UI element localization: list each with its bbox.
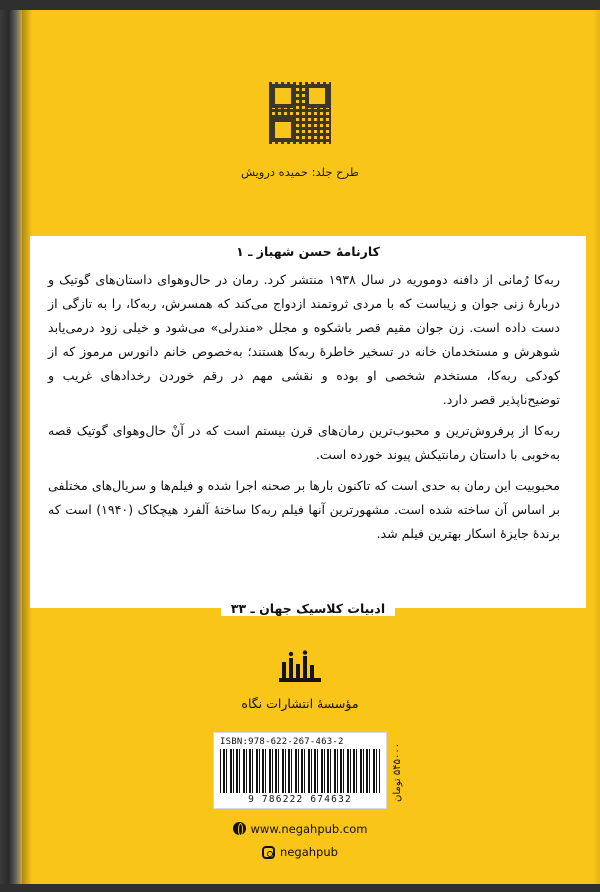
series-label-row (30, 241, 586, 260)
series-label: کارنامهٔ حسن شهباز ـ ۱ (226, 244, 390, 259)
publisher-name: مؤسسهٔ انتشارات نگاه (241, 696, 359, 711)
qr-code-area (0, 82, 600, 148)
negah-logo-icon (273, 650, 327, 690)
book-spine-edge (0, 0, 22, 892)
blurb-paragraph: ربه‌کا رُمانی از دافنه دوموریه در سال ۱۹۳۸ منتشر کرد. رمان در حال‌وهوای داستان‌های گوتیک و دربارهٔ زنی جوان و زیباست که با مردی ثروتمند ازدواج می‌کند که همسرش، ربه‌کا، را به تازگی از دست داده است. زن جوان مقیم قصر باشکوه و مجلل «مندرلی» می‌شود و خیلی زود درمی‌یابد شوهرش و مستخدمان خانه در تسخیر خاطرهٔ ربه‌کا هستند؛ به‌خصوص خانم دانورس مرموز که از کودکی ربه‌کا، مستخدم شخصی او بوده و نقشی مهم در رقم خوردن رخدادهای غریب و توضیح‌ناپذیر قصر دارد. (48, 272, 560, 407)
website-row[interactable] (0, 822, 600, 836)
qr-code-icon (269, 82, 331, 144)
book-top-edge (0, 0, 600, 10)
globe-icon (233, 822, 246, 835)
blurb-paragraph: محبوبیت این رمان به حدی است که تاکنون بارها بر صحنه اجرا شده و فیلم‌ها و سریال‌های مختلفی بر اساس آن ساخته شده است. مشهورترین آنها فیلم ربه‌کا ساختهٔ آلفرد هیچکاک (۱۹۴۰) است که برندهٔ جایزهٔ اسکار بهترین فیلم شد. (48, 478, 560, 541)
qr-corner-bottom-left (271, 118, 295, 142)
classics-label: ادبیات کلاسیک جهان ـ ۳۳ (221, 601, 395, 616)
instagram-handle[interactable]: negahpub (280, 845, 338, 859)
barcode-digits: 9 786222 674632 (248, 794, 352, 805)
instagram-icon (262, 846, 275, 859)
website-url[interactable]: www.negahpub.com (250, 822, 368, 836)
instagram-row[interactable] (0, 845, 600, 859)
classics-label-row (30, 598, 586, 617)
blurb-paragraph: ربه‌کا از پرفروش‌ترین و محبوب‌ترین رمان‌های قرن بیستم است که در آنْ حال‌وهوای گوتیک قصه به‌خوبی با داستان رمانتیکش پیوند خورده است. (48, 423, 560, 462)
spine-shadow (22, 0, 32, 892)
barcode-bars (220, 749, 380, 793)
cover-designer-credit: طرح جلد: حمیده درویش (240, 165, 360, 179)
price-label: ۵۴۵۰۰۰ تومان (392, 742, 403, 802)
book-right-edge (593, 0, 600, 892)
barcode-block (213, 732, 387, 809)
book-bottom-edge (0, 884, 600, 892)
publisher-logo-area (0, 650, 600, 694)
isbn-text: ISBN:978-622-267-463-2 (220, 737, 344, 747)
back-cover-blurb (48, 268, 560, 553)
